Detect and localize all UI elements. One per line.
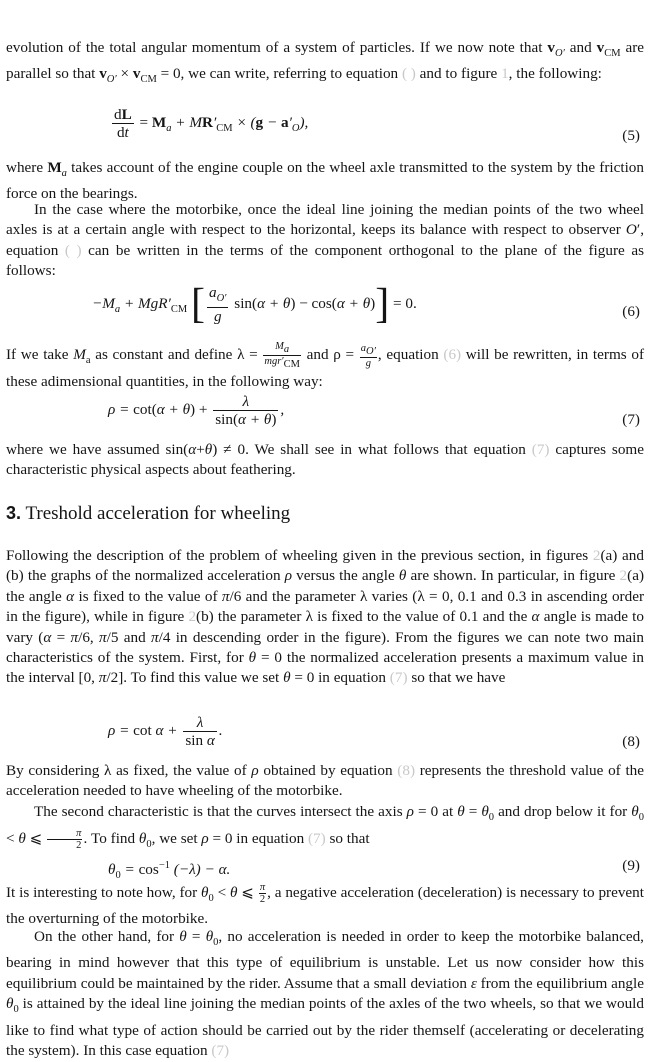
paragraph-deceleration: It is interesting to note how, for $\theta_0 < \theta$ ⩽ $\frac{\pi}{2}$ , a negative acceleration (deceleration) is necessary to prevent the overturning of the motorbike. [6,882,644,928]
equation-number-9: (9) [622,857,640,874]
paragraph-intro: evolution of the total angular momentum of a system of particles. If we now note that $v_{O'}$ and $v_{CM}$ are parallel so that $v_{O'} \times v_{CM} = 0$, we can write, referring to equation ( ) and to figure 1, the following: [6,39,644,86]
paragraph-feathering: where we have assumed sin(α+θ) ≠ 0. We shall see in what follows that equation (7) captures some characteristic physical aspects about feathering. [6,441,644,479]
paragraph-adimensional: If we take $M_a$ as constant and define λ = $M_a$ $mgr'_{CM}$ and ρ = $\frac{a_{O'}}{g}$ , equation (6) will be rewritten, in terms of these adimensional quantities, in the following way: [6,341,645,390]
equation-number-7: (7) [622,411,640,428]
equation-reference[interactable]: (6) [443,346,462,364]
equation-8: ρ = cot α + $\frac{\lambda}{\text{sin α}}$ . (8) [0,714,650,758]
equation-reference[interactable]: (7) [389,669,408,687]
equation-9: $\theta_0 = \cos^{-1} (-\lambda) - \alpha$. (9) [108,857,640,882]
paragraph-equilibrium: On the other hand, for $\theta = \theta_0$, no acceleration is needed in order to keep the motorbike balanced, bearing in mind however that this type of equilibrium is unstable. Let us now consider how this equilibrium could be maintained by the rider. Assume that a small deviation ε from the equilibrium angle $\theta_0$ is attained by the ideal line joining the median points of the axles of the two wheels, so that we would like to find what type of action should be carried out by the rider themself (accelerating or decelerating the system). In this case equation (7) [6,928,644,1060]
figure-reference[interactable]: 1 [501,65,509,83]
equation-6: $-M_a + MgR'_{CM}$ [ $\frac{a_{O'}}{g}$ sin(α + θ) − cos(α + θ)] = 0. (6) [92,281,640,328]
equation-reference[interactable]: ( ) [401,65,416,83]
section-title: Treshold acceleration for wheeling [25,503,291,524]
paragraph-second-characteristic: The second characteristic is that the curves intersect the axis ρ = 0 at $\theta = \theta_0$ and drop below it for $\theta_0 < \theta$ ⩽ $\frac{\pi}{2}$ . To find $\theta_0$, we set ρ = 0 in equation (7) so that [6,803,644,852]
figure-reference[interactable]: 2 [592,547,601,564]
paragraph-threshold: By considering λ as fixed, the value of ρ obtained by equation (8) represents the threshold value of the acceleration needed to have wheeling of the motorbike. [6,762,645,800]
equation-reference[interactable]: (7) [307,830,326,848]
paragraph-balance: In the case where the motorbike, once the ideal line joining the median points of the two wheel axles is at a certain angle with respect to the horizontal, keeps its balance with respect to observer O′, equation ( ) can be written in the terms of the component orthogonal to the plane of the figure as follows: [6,201,644,280]
equation-reference[interactable]: (7) [531,441,550,458]
figure-reference[interactable]: 2 [188,608,197,626]
equation-number-8: (8) [622,733,640,750]
section-number: 3. [6,503,22,523]
paragraph-ma-definition: where $M_a$ takes account of the engine couple on the wheel axle transmitted to the system by the friction force on the bearings. [6,159,644,203]
equation-5: $\frac{dL}{dt}$ = $M_a + MR'_{CM} \times (g - a'_O)$, (5) [0,106,650,150]
equation-reference[interactable]: ( ) [64,241,82,259]
equation-number-6: (6) [622,303,640,320]
equation-reference[interactable]: (8) [397,762,416,779]
paragraph-wheeling-description: Following the description of the problem of wheeling given in the previous section, in figures 2(a) and (b) the graphs of the normalized acceleration ρ versus the angle θ are shown. In particular, in figure 2(a) the angle α is fixed to the value of π/6 and the parameter λ varies (λ = 0, 0.1 and 0.3 in ascending order in the figure), while in figure 2(b) the parameter λ is fixed to the value of 0.1 and the α angle is made to vary (α = π/6, π/5 and π/4 in descending order in the figure). From the figures we can note two main characteristics of the system. First, for θ = 0 the normalized acceleration presents a maximum value in the interval [0, π/2]. To find this value we set θ = 0 in equation (7) so that we have [6,547,644,687]
equation-7: ρ = cot(α + θ) + $\frac{\lambda}{\sin(\alpha + \theta)}$ , (7) [0,393,650,437]
equation-number-5: (5) [622,127,640,144]
figure-reference[interactable]: 2 [619,567,628,585]
section-heading [6,503,290,524]
equation-reference[interactable]: (7) [211,1042,230,1060]
